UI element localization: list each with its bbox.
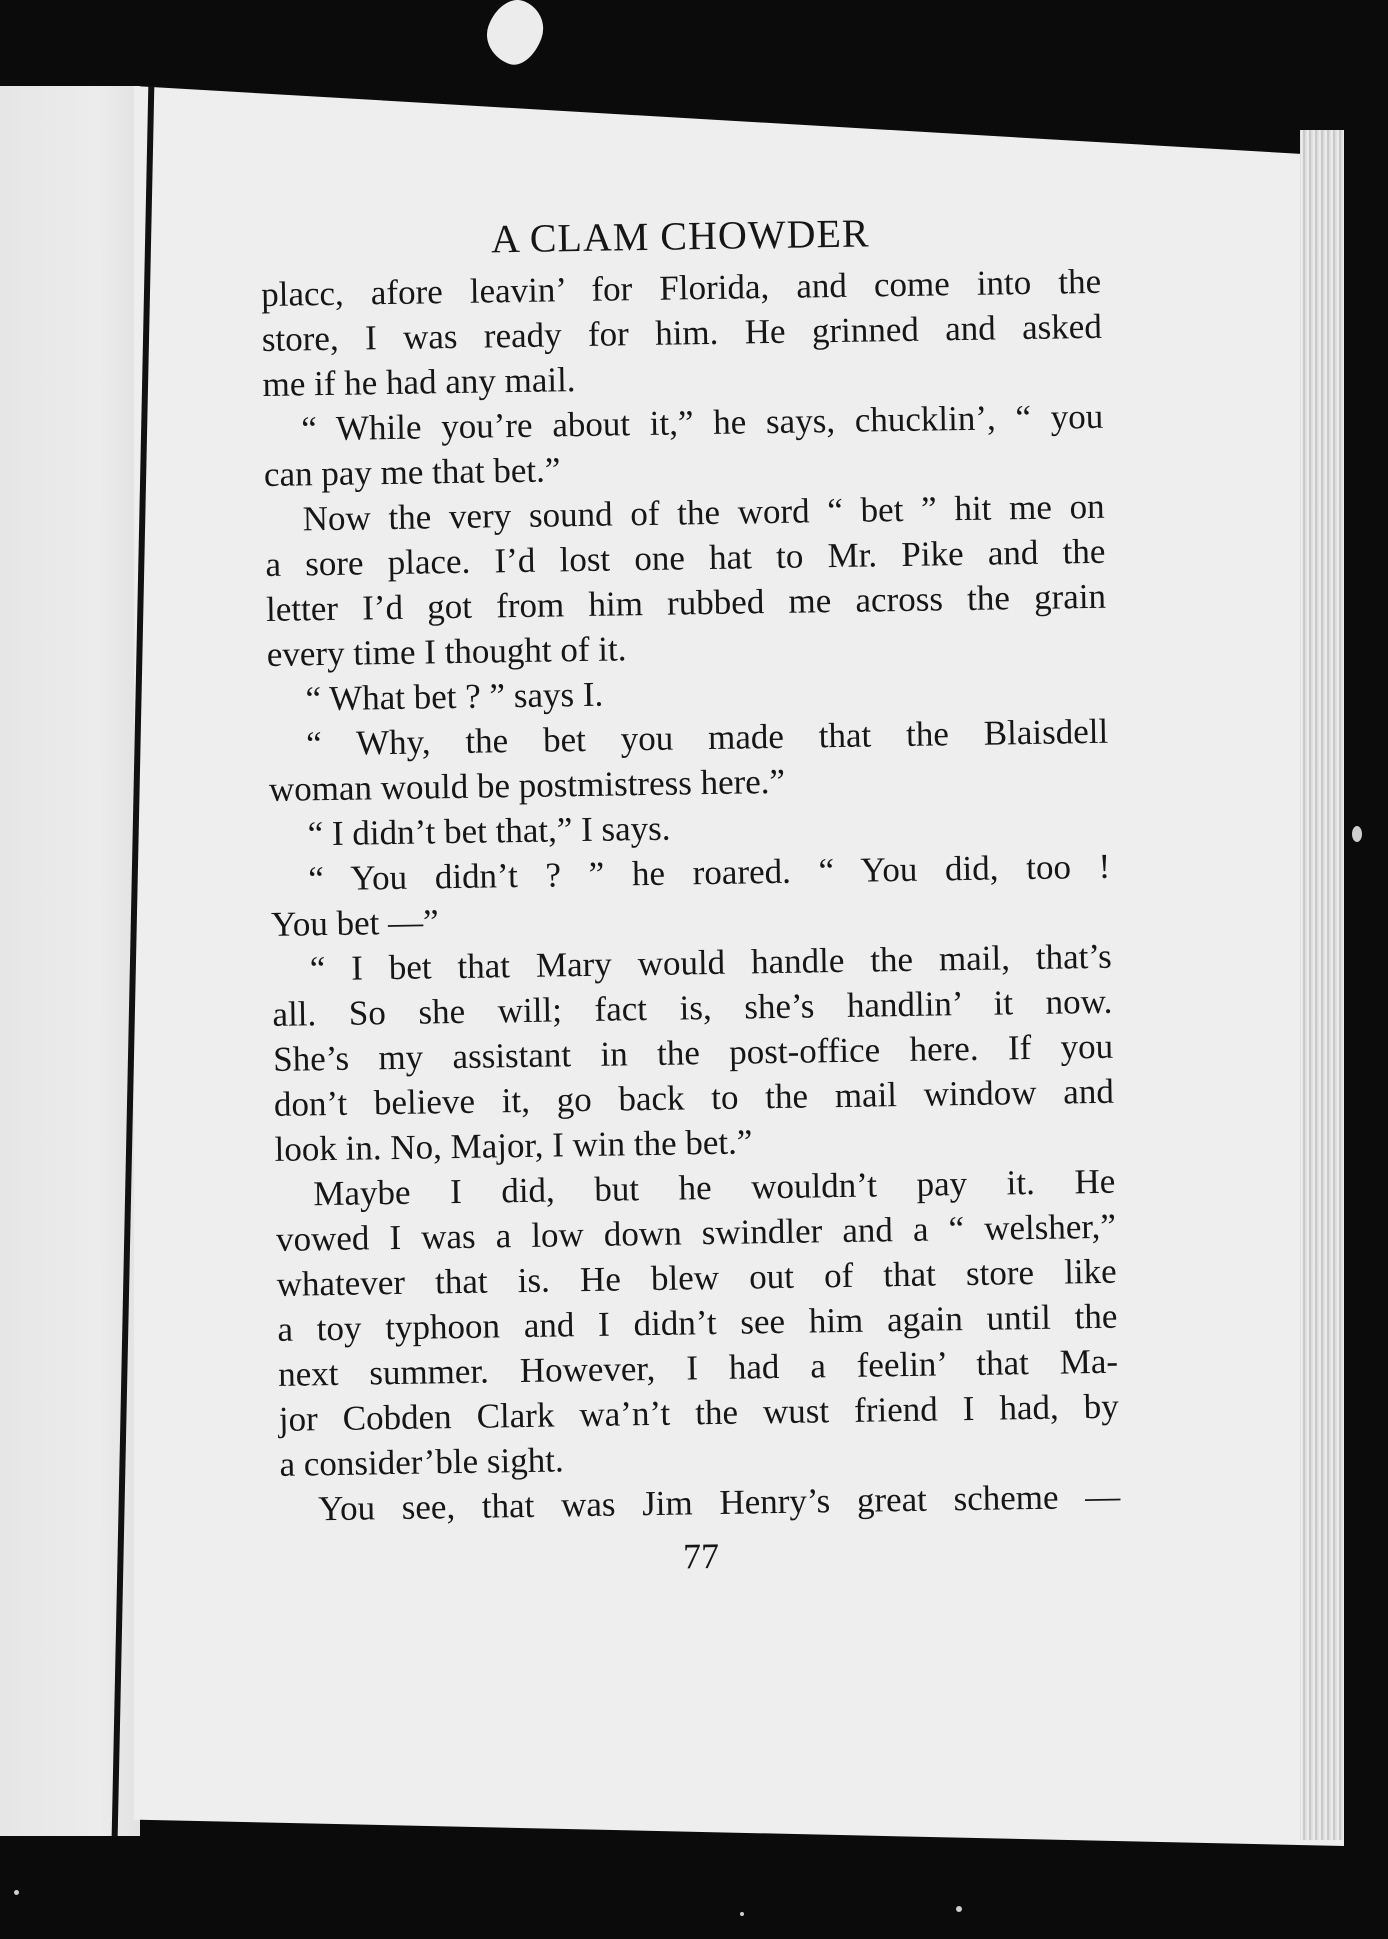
text-line: a toy typhoon and I didn’t see him again until the: [277, 1296, 1118, 1349]
page-edges: [1300, 130, 1344, 1840]
text-line: next summer. However, I had a feelin’ that Ma-: [277, 1341, 1119, 1394]
text-line: “ What bet ? ” says I.: [305, 674, 604, 719]
text-line: a sore place. I’d lost one hat to Mr. Pike and the: [265, 531, 1106, 584]
text-line: every time I thought of it.: [266, 629, 627, 674]
text-line: can pay me that bet.”: [263, 450, 561, 494]
text-line: She’s my assistant in the post-office here. If you: [272, 1026, 1114, 1079]
text-line: Now the very sound of the word “ bet ” hit me on: [302, 486, 1105, 539]
text-line: “ I didn’t bet that,” I says.: [307, 808, 671, 854]
dust-speck: [956, 1906, 962, 1912]
text-line: all. So she will; fact is, she’s handlin’ it now.: [272, 981, 1113, 1034]
text-line: “ While you’re about it,” he says, chucklin’, “ you: [300, 396, 1104, 449]
text-line: jor Cobden Clark wa’n’t the wust friend I had, by: [278, 1386, 1120, 1439]
dust-speck: [1352, 826, 1362, 842]
text-line: don’t believe it, go back to the mail window and: [273, 1071, 1115, 1124]
text-line: “ I bet that Mary would handle the mail, that’s: [309, 936, 1112, 989]
text-line: “ Why, the bet you made that the Blaisdell: [305, 711, 1109, 764]
dust-speck: [14, 1890, 19, 1895]
text-line: letter I’d got from him rubbed me across the grain: [265, 576, 1107, 629]
text-line: You bet —”: [270, 902, 439, 944]
paper-fragment: [479, 0, 552, 71]
text-line: placc, afore leavin’ for Florida, and come into the: [260, 261, 1102, 314]
text-line: woman would be postmistress here.”: [268, 761, 786, 809]
text-line: You see, that was Jim Henry’s great scheme —: [317, 1476, 1121, 1529]
text-line: look in. No, Major, I win the bet.”: [274, 1122, 753, 1169]
running-head: A CLAM CHOWDER: [490, 210, 870, 262]
text-line: Maybe I did, but he wouldn’t pay it. He: [312, 1161, 1116, 1214]
dust-speck: [740, 1912, 744, 1916]
text-line: “ You didn’t ? ” he roared. “ You did, too !: [308, 846, 1111, 899]
text-line: whatever that is. He blew out of that store like: [276, 1251, 1117, 1304]
text-line: me if he had any mail.: [262, 360, 576, 404]
text-line: vowed I was a low down swindler and a “ welsher,”: [275, 1206, 1117, 1259]
page-number: 77: [682, 1535, 720, 1577]
text-line: store, I was ready for him. He grinned and asked: [261, 306, 1103, 359]
text-line: a consider’ble sight.: [279, 1440, 564, 1484]
page-text: [260, 207, 1121, 1586]
body-text: [261, 259, 1121, 1532]
